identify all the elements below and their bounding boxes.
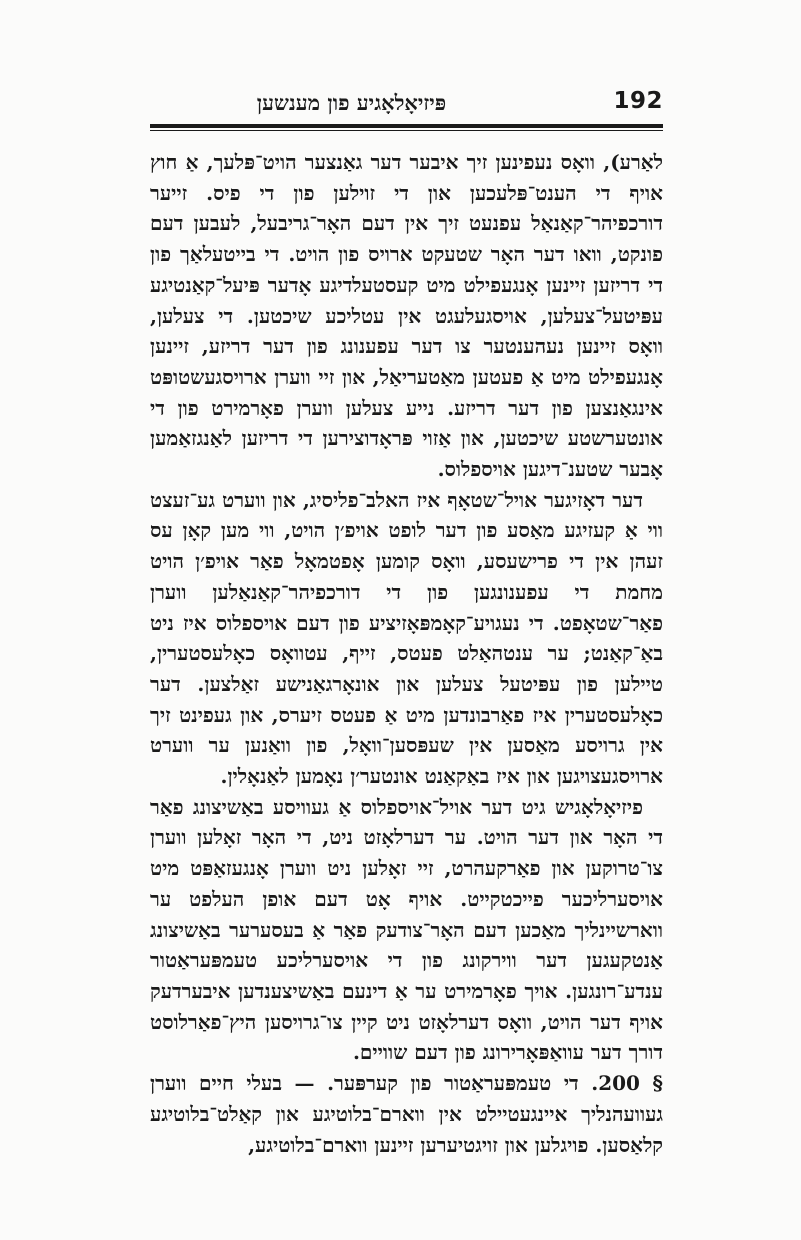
header-rule <box>150 124 663 128</box>
running-title: פּיזיאָלאָגיע פון מענשען <box>256 90 447 115</box>
paragraph-3-text: פיזיאָלאָגיש גיט דער אויל־אויספלוס אַ געוויסע באַשיצונג פאַר די האָר און דער הויט. ער דערלאָזט ניט, די האָר זאָלען ווערן צו־טרוקען און פאַרקעהרט, זיי זאָלען ניט ווערן אָנגעזאַפּט מיט אויסערליכער פייכטקייט. אויף אָט דעם אופן העלפט ער ווארשיינליך מאַכען דעם האָר־צודעק פאַר אַ בעסערער באַשיצונג אַנטקעגען דער ווירקונג פון די אויסערליכע טעמפּעראַטור ענדע־רונגען. אויך פאָרמירט ער אַ דינעם באַשיצענדען איבערדעק אויף דער הויט, וואָס דערלאָזט ניט קיין צו־גרויסען היץ־פאַרלוסט דורך דער עוואַפּאָרירונג פון דעם שוויים. <box>150 794 663 1065</box>
running-head <box>150 84 663 124</box>
paragraph-2 <box>150 485 663 792</box>
section-dash: — <box>294 1071 315 1096</box>
header-rule-thin <box>150 130 663 131</box>
paragraph-1-text: לאַרע), וואָס נעפינען זיך איבער דער גאַנצער הויט־פּלעך, אַ חוץ אויף די הענט־פּלעכען און די זוילען פון די פיס. זייער דורכפיהר־קאַנאַל עפנעט זיך אין דעם האָר־גריבעל, לעבען דעם פונקט, וואו דער האָר שטעקט ארויס פון הויט. די בייטעלאַך פון די דריזען זיינען אָנגעפילט מיט קעסטעלדיגע אָדער פּיעל־קאַנטיגע עפּיטעל־צעלען, אויסגעלעגט אין עטליכע שיכטען. די צעלען, וואָס זיינען נעהענטער צו דער עפענונג פון דער דריזע, זיינען אָנגעפילט מיט אַ פעטען מאַטעריאַל, און זיי ווערן ארויסגעשטופּט אינגאַנצען פון דער דריזע. נייע צעלען ווערן פאָרמירט פון די אונטערשטע שיכטען, און אַזוי פּראָדוצירען די דריזען לאַנגזאַמען אָבער שטענ־דיגען אויספלוס. <box>150 150 663 482</box>
paragraph-3 <box>150 792 663 1068</box>
paragraph-1 <box>150 147 663 485</box>
body-text <box>150 147 663 1160</box>
section-mark: § 200. <box>591 1071 663 1096</box>
paragraph-2-text: דער דאָזיגער אויל־שטאָף איז האלב־פליסיג, און ווערט גע־זעצט ווי אַ קעזיגע מאַסע פון דער לופט אויפ׳ן הויט, ווי מען קאָן עס זעהן אין די פרישעסע, וואָס קומען אָפטמאָל פאַר אויפ׳ן הויט מחמת די עפענונגען פון די דורכפיהר־קאַנאַלען ווערן פאַר־שטאָפט. די נעגויע־קאָמפּאָזיציע פון דעם אויספלוס איז ניט באַ־קאַנט; ער ענטהאַלט פעטס, זייף, עטוואָס כאָלעסטערין, טיילען פון עפּיטעל צעלען און אונאָרגאַנישע זאַלצען. דער כאָלעסטערין איז פאַרבונדען מיט אַ פעטס זיערס, און געפינט זיך אין גרויסע מאַסען אין שעפּסען־וואָל, פון וואַנען ער ווערט ארויסגעצויגען און איז באַקאַנט אונטער׳ן נאָמען לאַנאָלין. <box>150 487 663 789</box>
section-title: די טעמפּעראַטור פון קערפּער. <box>327 1071 579 1096</box>
section-200 <box>150 1068 663 1160</box>
page-number: 192 <box>613 88 663 114</box>
section-text: בעלי חיים ווערן געוועהנליך איינגעטיילט אין ווארם־בלוטיגע און קאַלט־בלוטיגע קלאַסען. פויגלען און זויגטיערען זיינען ווארם־בלוטיגע, <box>150 1071 663 1157</box>
